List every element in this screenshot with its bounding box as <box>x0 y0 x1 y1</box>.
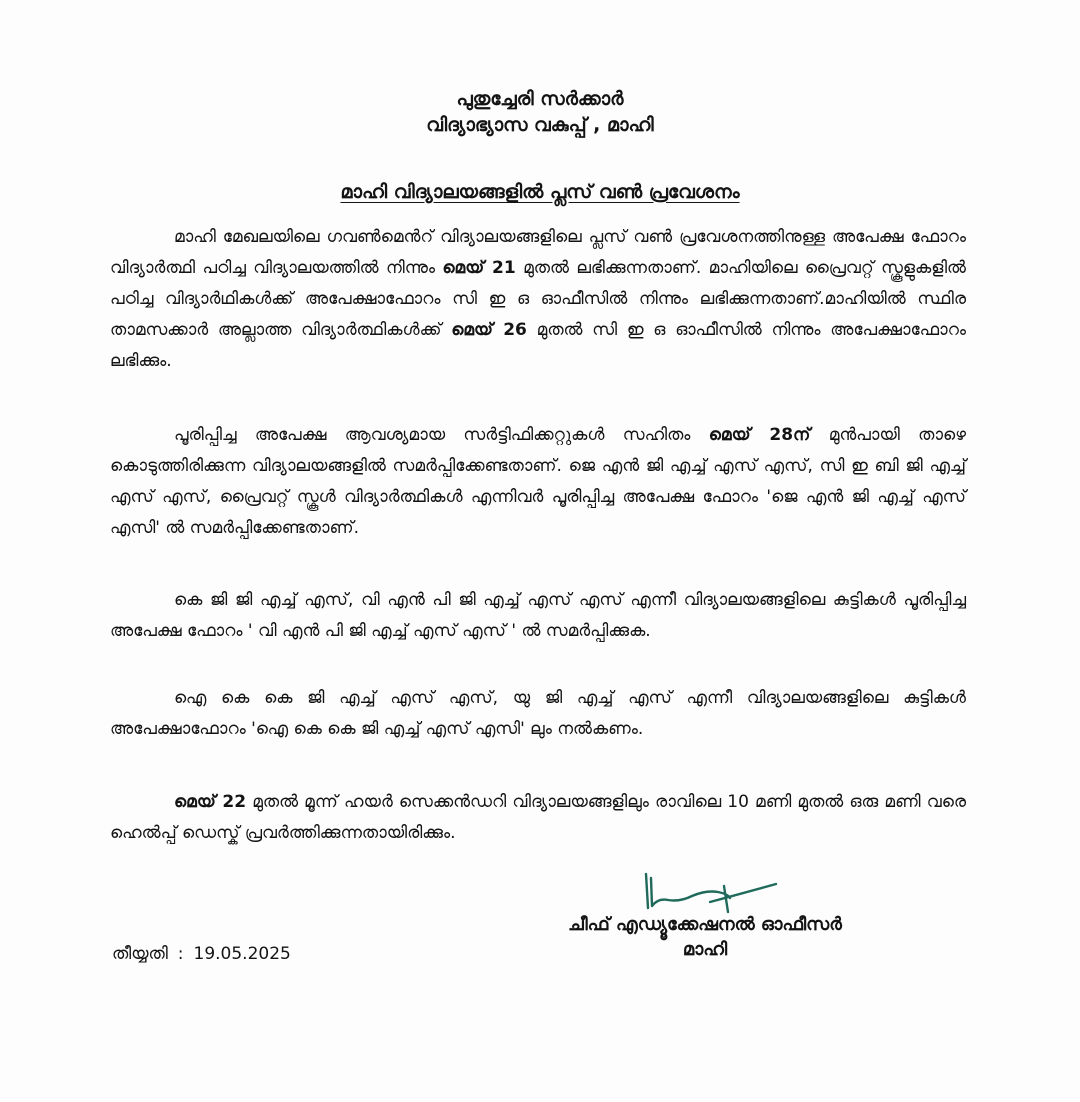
date-highlight: മെയ് 21 <box>442 258 516 278</box>
paragraph-text: മാഹി മേഖലയിലെ ഗവൺമെൻറ് വിദ്യാലയങ്ങളിലെ പ്ലസ് വൺ പ്രവേശനത്തിനുള്ള അപേക്ഷ ഫോറം വിദ്യാർത്ഥി പഠിച്ച വിദ്യാലയത്തിൽ നിന്നും <box>110 227 966 278</box>
paragraph-vnpghss-submission <box>110 585 966 647</box>
government-name: പുതുച്ചേരി സർക്കാർ <box>456 88 624 110</box>
date-highlight: മെയ് 28ന് <box>708 425 811 445</box>
paragraph-text: മുൻപായി താഴെ കൊടുത്തിരിക്കുന്ന വിദ്യാലയങ്ങളിൽ സമർപ്പിക്കേണ്ടതാണ്. ജെ എൻ ജി എച്ച് എസ് എസ്, സി ഇ ബി ജി എച്ച് എസ് എസ്, പ്രൈവറ്റ് സ്കൂൾ വിദ്യാർത്ഥികൾ എന്നിവർ പൂരിപ്പിച്ച അപേക്ഷ ഫോറം 'ജെ എൻ ജി എച്ച് എസ് എസി' ൽ സമർപ്പിക്കേണ്ടതാണ്. <box>110 425 966 538</box>
paragraph-text: മുതൽ സി ഇ ഒ ഓഫീസിൽ നിന്നും അപേക്ഷാഫോറം ലഭിക്കും. <box>110 320 967 371</box>
date-separator: : <box>177 944 184 964</box>
paragraph-text: മുതൽ ലഭിക്കുന്നതാണ്. മാഹിയിലെ പ്രൈവറ്റ് സ്കൂളുകളിൽ പഠിച്ച വിദ്യാർഥികൾക്ക് അപേക്ഷാഫോറം സി ഇ ഒ ഓഫീസിൽ നിന്നും ലഭിക്കുന്നതാണ്.മാഹിയിൽ സ്ഥിര താമസക്കാർ അല്ലാത്ത വിദ്യാർത്ഥികൾക്ക് <box>110 258 966 340</box>
date-highlight: മെയ് 22 <box>174 792 247 812</box>
date-label: തീയ്യതി <box>112 944 168 964</box>
notice-title: മാഹി വിദ്യാലയങ്ങളിൽ പ്ലസ് വൺ പ്രവേശനം <box>340 181 740 203</box>
paragraph-text: ഐ കെ കെ ജി എച്ച് എസ് എസ്, യു ജി എച്ച് എസ് എന്നീ വിദ്യാലയങ്ങളിലെ കുട്ടികൾ അപേക്ഷാഫോറം 'ഐ കെ കെ ജി എച്ച് എസ് എസി' ലും നൽകണം. <box>110 688 966 739</box>
paragraph-help-desk <box>110 787 966 849</box>
signatory-designation: ചീഫ് എഡ്യൂക്കേഷനൽ ഓഫീസർ <box>568 914 842 935</box>
paragraph-submission-deadline <box>110 420 966 544</box>
paragraph-text: മുതൽ മൂന്ന് ഹയർ സെക്കൻഡറി വിദ്യാലയങ്ങളിലും രാവിലെ 10 മണി മുതൽ ഒരു മണി വരെ ഹെൽപ്പ് ഡെസ്ക് പ്രവർത്തിക്കുന്നതായിരിക്കും. <box>110 792 966 843</box>
paragraph-application-availability <box>110 222 966 377</box>
paragraph-text: പൂരിപ്പിച്ച അപേക്ഷ ആവശ്യമായ സർട്ടിഫിക്കറ്റുകൾ സഹിതം <box>174 425 709 445</box>
date-value: 19.05.2025 <box>193 944 291 964</box>
handwritten-signature <box>640 868 780 916</box>
signatory-place: മാഹി <box>682 939 728 960</box>
paragraph-text: കെ ജി ജി എച്ച് എസ്, വി എൻ പി ജി എച്ച് എസ് എസ് എന്നീ വിദ്യാലയങ്ങളിലെ കുട്ടികൾ പൂരിപ്പിച്ച അപേക്ഷ ഫോറം ' വി എൻ പി ജി എച്ച് എസ് എസ് ' ൽ സമർപ്പിക്കുക. <box>110 590 966 641</box>
paragraph-ikkghss-submission <box>110 683 966 745</box>
date-highlight: മെയ് 26 <box>451 320 527 340</box>
department-name: വിദ്യാഭ്യാസ വകുപ്പ് , മാഹി <box>426 114 654 136</box>
date-row <box>112 941 291 967</box>
